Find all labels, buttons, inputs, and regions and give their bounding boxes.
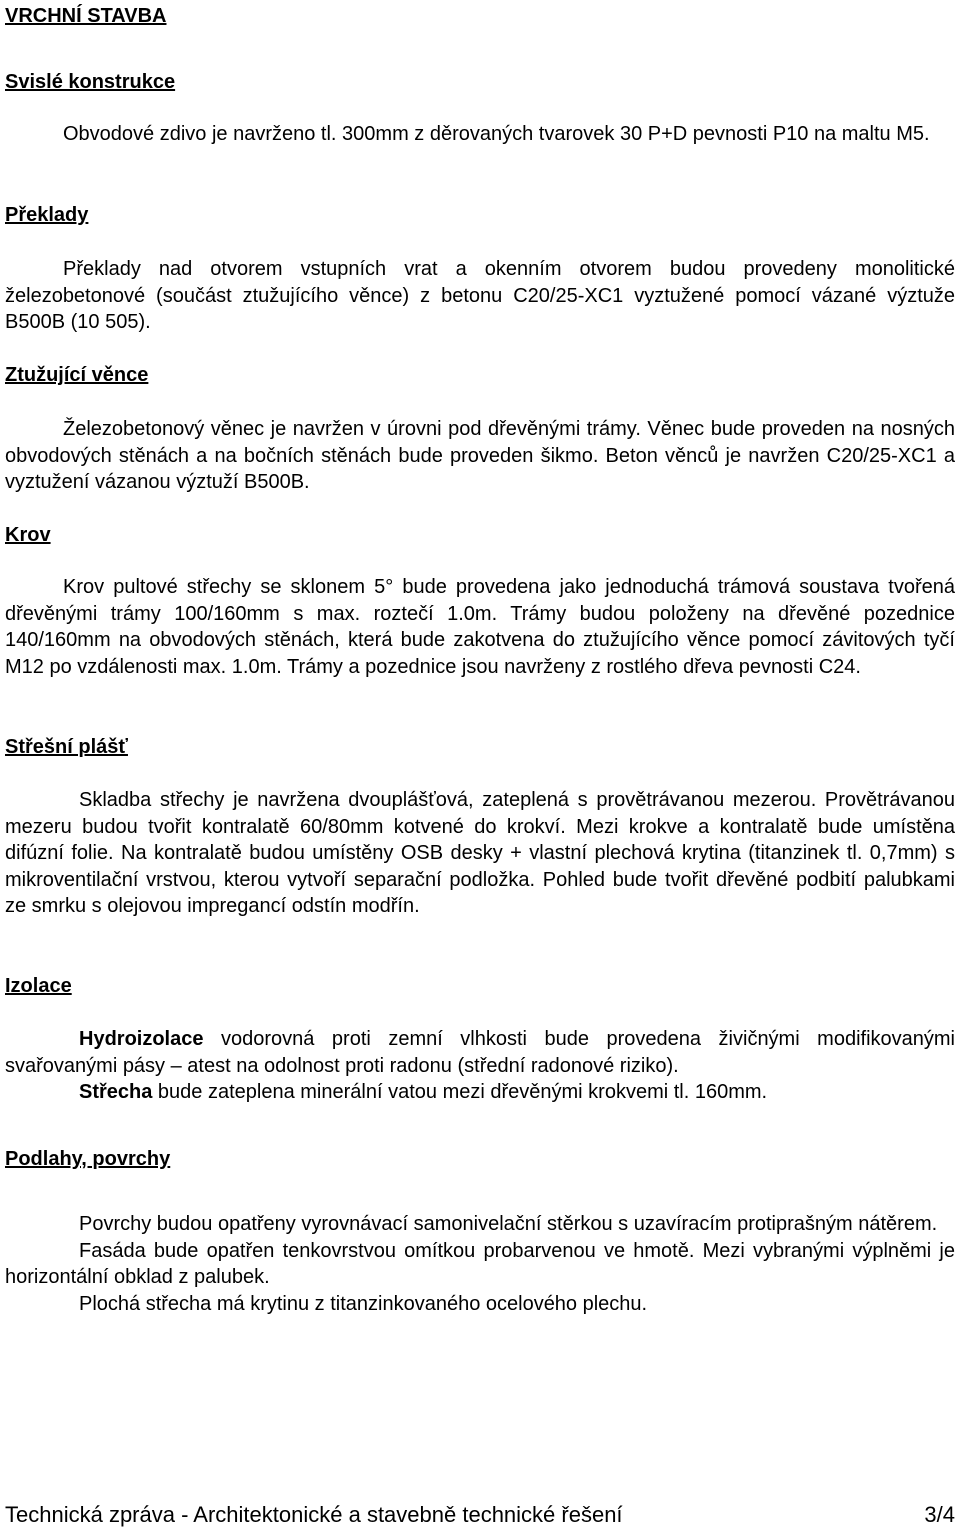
paragraph-plocha-strecha: Plochá střecha má krytinu z titanzinkovaného ocelového plechu. <box>79 1292 648 1315</box>
section-ztuzujici-vence <box>5 416 955 496</box>
heading-podlahy-povrchy: Podlahy, povrchy <box>5 1148 171 1170</box>
page-number: 3/4 <box>924 1502 955 1527</box>
heading-preklady: Překlady <box>5 204 89 226</box>
section-krov <box>5 574 955 680</box>
label-hydroizolace: Hydroizolace <box>79 1028 204 1050</box>
paragraph-strecha <box>5 1079 955 1106</box>
paragraph-krov: Krov pultové střechy se sklonem 5° bude provedena jako jednoduchá trámová soustava tvořená dřevěnými trámy 100/160mm s max. roztečí 1.0m. Trámy budou položeny na dřevěné pozednice 140/160mm na obvodových stěnách, která bude zakotvena do ztužujícího věnce pomocí závitových tyčí M12 po vzdálenosti max. 1.0m. Trámy a pozednice jsou navrženy z rostlého dřeva pevnosti C24. <box>5 576 955 678</box>
document-title: VRCHNÍ STAVBA <box>5 5 167 27</box>
section-izolace <box>5 1026 955 1106</box>
page-footer <box>5 1501 955 1529</box>
heading-stresni-plast: Střešní plášť <box>5 736 128 758</box>
label-strecha: Střecha <box>79 1081 153 1103</box>
paragraph-hydroizolace <box>5 1026 955 1079</box>
paragraph-preklady: Překlady nad otvorem vstupních vrat a okenním otvorem budou provedeny monolitické železobetonové (součást ztužujícího věnce) z betonu C20/25-XC1 vyztužené pomocí vázané výztuže B500B (10 505). <box>5 258 955 333</box>
text-hydroizolace: vodorovná proti zemní vlhkosti bude provedena živičnými modifikovanými svařovanými pásy – atest na odolnost proti radonu (střední radonové riziko). <box>5 1028 955 1077</box>
heading-ztuzujici-vence: Ztužující věnce <box>5 364 149 386</box>
heading-svisle-konstrukce: Svislé konstrukce <box>5 71 176 93</box>
section-stresni-plast <box>5 787 955 920</box>
section-podlahy-povrchy <box>5 1211 955 1317</box>
text-strecha: bude zateplena minerální vatou mezi dřevěnými krokvemi tl. 160mm. <box>152 1081 768 1103</box>
footer-title: Technická zpráva - Architektonické a stavebně technické řešení <box>5 1502 623 1527</box>
section-preklady <box>5 256 955 336</box>
section-svisle-konstrukce <box>5 121 955 148</box>
paragraph-stresni-plast: Skladba střechy je navržena dvouplášťová, zateplená s provětrávanou mezerou. Provětrávanou mezeru budou tvořit kontralatě 60/80mm kotvené do krokví. Mezi krokve a kontralatě bude umístěna difúzní folie. Na kontralatě budou umístěny OSB desky + vlastní plechová krytina (titanzinek tl. 0,7mm) s mikroventilační vrstvou, kterou vytvoří separační podložka. Pohled bude tvořit dřevěné podbití palubkami ze smrku s olejovou impregancí odstín modřín. <box>5 789 955 917</box>
paragraph-svisle: Obvodové zdivo je navrženo tl. 300mm z děrovaných tvarovek 30 P+D pevnosti P10 na maltu M5. <box>63 123 930 145</box>
heading-izolace: Izolace <box>5 975 72 997</box>
paragraph-fasada: Fasáda bude opatřen tenkovrstvou omítkou probarvenou ve hmotě. Mezi vybranými výplněmi je horizontální obklad z palubek. <box>5 1239 955 1288</box>
paragraph-povrchy: Povrchy budou opatřeny vyrovnávací samonivelační stěrkou s uzavíracím protiprašným nátěrem. <box>79 1213 938 1235</box>
heading-krov: Krov <box>5 524 51 546</box>
paragraph-vence: Železobetonový věnec je navržen v úrovni pod dřevěnými trámy. Věnec bude proveden na nosných obvodových stěnách a na bočních stěnách bude proveden šikmo. Beton věnců je navržen C20/25-XC1 a vyztužení vázanou výztuží B500B. <box>5 418 955 493</box>
